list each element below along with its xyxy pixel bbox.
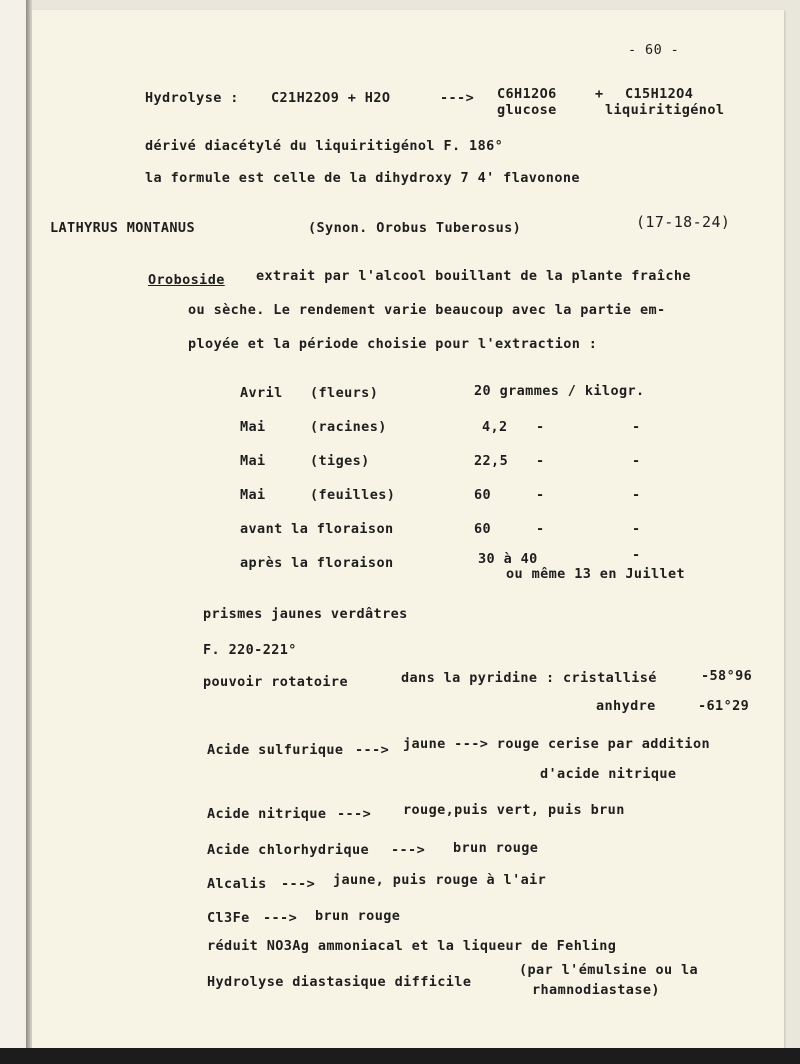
rotatory-label: pouvoir rotatoire [203, 674, 348, 690]
reaction-reagent: Alcalis [207, 876, 267, 892]
hydrolysis-label: Hydrolyse : [145, 90, 239, 106]
anhydrous-line [596, 698, 766, 716]
anhydrous-label: anhydre [596, 698, 656, 714]
species-synonym: (Synon. Orobus Tuberosus) [308, 220, 522, 236]
yield-month: Avril [240, 385, 283, 401]
table-row [240, 453, 740, 471]
yield-ditto: - [536, 487, 545, 503]
reaction-arrow: ---> [355, 742, 390, 758]
reaction-row [207, 840, 707, 858]
yield-value: 30 à 40 [478, 551, 538, 567]
reaction-arrow: ---> [263, 910, 298, 926]
reaction-reagent: Acide sulfurique [207, 742, 344, 758]
species-refs: (17-18-24) [636, 213, 731, 231]
yield-table [240, 385, 740, 585]
yield-value: 60 [474, 487, 492, 503]
reaction-arrow: ---> [337, 806, 372, 822]
yield-ditto: - [632, 521, 641, 537]
table-row [240, 487, 740, 505]
hydrolysis-product2: C15H12O4 [625, 86, 694, 102]
crystals-line: prismes jaunes verdâtres [203, 606, 408, 622]
melting-point-line: F. 220-221° [203, 642, 297, 658]
rhamnodiastase-line: rhamnodiastase) [532, 982, 660, 998]
reaction-reagent: Acide chlorhydrique [207, 842, 370, 858]
reaction-row [207, 804, 707, 822]
reaction-reagent: Acide nitrique [207, 806, 327, 822]
diastatic-hydrolysis-paren: (par l'émulsine ou la [519, 962, 699, 978]
oroboside-line-2: ou sèche. Le rendement varie beaucoup avec la partie em- [188, 302, 666, 318]
previous-page-edge [0, 0, 27, 1064]
formula-line: la formule est celle de la dihydroxy 7 4' flavonone [145, 170, 580, 186]
species-name: LATHYRUS MONTANUS [50, 220, 195, 236]
reaction-continuation: d'acide nitrique [540, 766, 677, 782]
yield-month: Mai [240, 453, 266, 469]
yield-ditto: - [536, 419, 545, 435]
yield-month: après la floraison [240, 555, 394, 571]
reaction-result: rouge,puis vert, puis brun [403, 802, 625, 818]
rotatory-line [203, 668, 763, 690]
hydrolysis-line [145, 86, 765, 124]
oroboside-line1-rest: extrait par l'alcool bouillant de la plante fraîche [256, 268, 691, 284]
reaction-reagent: Cl3Fe [207, 910, 250, 926]
scan-bottom-border [0, 1048, 800, 1064]
oroboside-name: Oroboside [148, 272, 225, 288]
glucose-label: glucose [497, 102, 557, 118]
species-line [50, 213, 760, 240]
reaction-row [207, 736, 777, 758]
table-row [240, 521, 740, 539]
yield-ditto: - [632, 547, 641, 563]
yield-ditto: - [632, 453, 641, 469]
reaction-result: brun rouge [453, 840, 539, 856]
reaction-result: jaune, puis rouge à l'air [333, 872, 547, 888]
rotatory-crystal-value: -58°96 [701, 668, 753, 684]
yield-value: 22,5 [474, 453, 509, 469]
yield-month: avant la floraison [240, 521, 394, 537]
yield-part: (racines) [310, 419, 387, 435]
liquiritigenol-label: liquiritigénol [605, 102, 725, 118]
table-row [240, 385, 740, 403]
yield-part: (feuilles) [310, 487, 396, 503]
reaction-arrow: ---> [391, 842, 426, 858]
page-number: - 60 - [628, 42, 680, 58]
yield-month: Mai [240, 419, 266, 435]
reaction-row [207, 874, 707, 892]
reaction-result: brun rouge [315, 908, 401, 924]
table-row [240, 419, 740, 437]
hydrolysis-arrow: ---> [440, 90, 475, 106]
reaction-result: jaune ---> rouge cerise par addition [403, 736, 710, 752]
anhydrous-value: -61°29 [698, 698, 750, 714]
yield-ditto: - [536, 453, 545, 469]
hydrolysis-plus: + [595, 86, 604, 102]
rotatory-solvent: dans la pyridine : cristallisé [401, 670, 657, 686]
reaction-row [207, 908, 707, 926]
diastatic-hydrolysis-text: Hydrolyse diastasique difficile [207, 974, 472, 990]
fehling-line: réduit NO3Ag ammoniacal et la liqueur de Fehling [207, 938, 617, 954]
yield-value: 4,2 [482, 419, 508, 435]
yield-value: 60 [474, 521, 492, 537]
reaction-arrow: ---> [281, 876, 316, 892]
hydrolysis-reactants: C21H22O9 + H2O [271, 90, 391, 106]
derivative-line: dérivé diacétylé du liquiritigénol F. 186° [145, 138, 504, 154]
oroboside-line-3: ployée et la période choisie pour l'extraction : [188, 336, 598, 352]
hydrolysis-product1: C6H12O6 [497, 86, 557, 102]
yield-part: (tiges) [310, 453, 370, 469]
yield-value: 20 grammes / kilogr. [474, 383, 645, 399]
yield-ditto: - [536, 521, 545, 537]
yield-note: ou même 13 en Juillet [506, 566, 686, 582]
yield-ditto: - [632, 487, 641, 503]
yield-month: Mai [240, 487, 266, 503]
yield-ditto: - [632, 419, 641, 435]
oroboside-line-1 [148, 268, 768, 290]
yield-part: (fleurs) [310, 385, 379, 401]
